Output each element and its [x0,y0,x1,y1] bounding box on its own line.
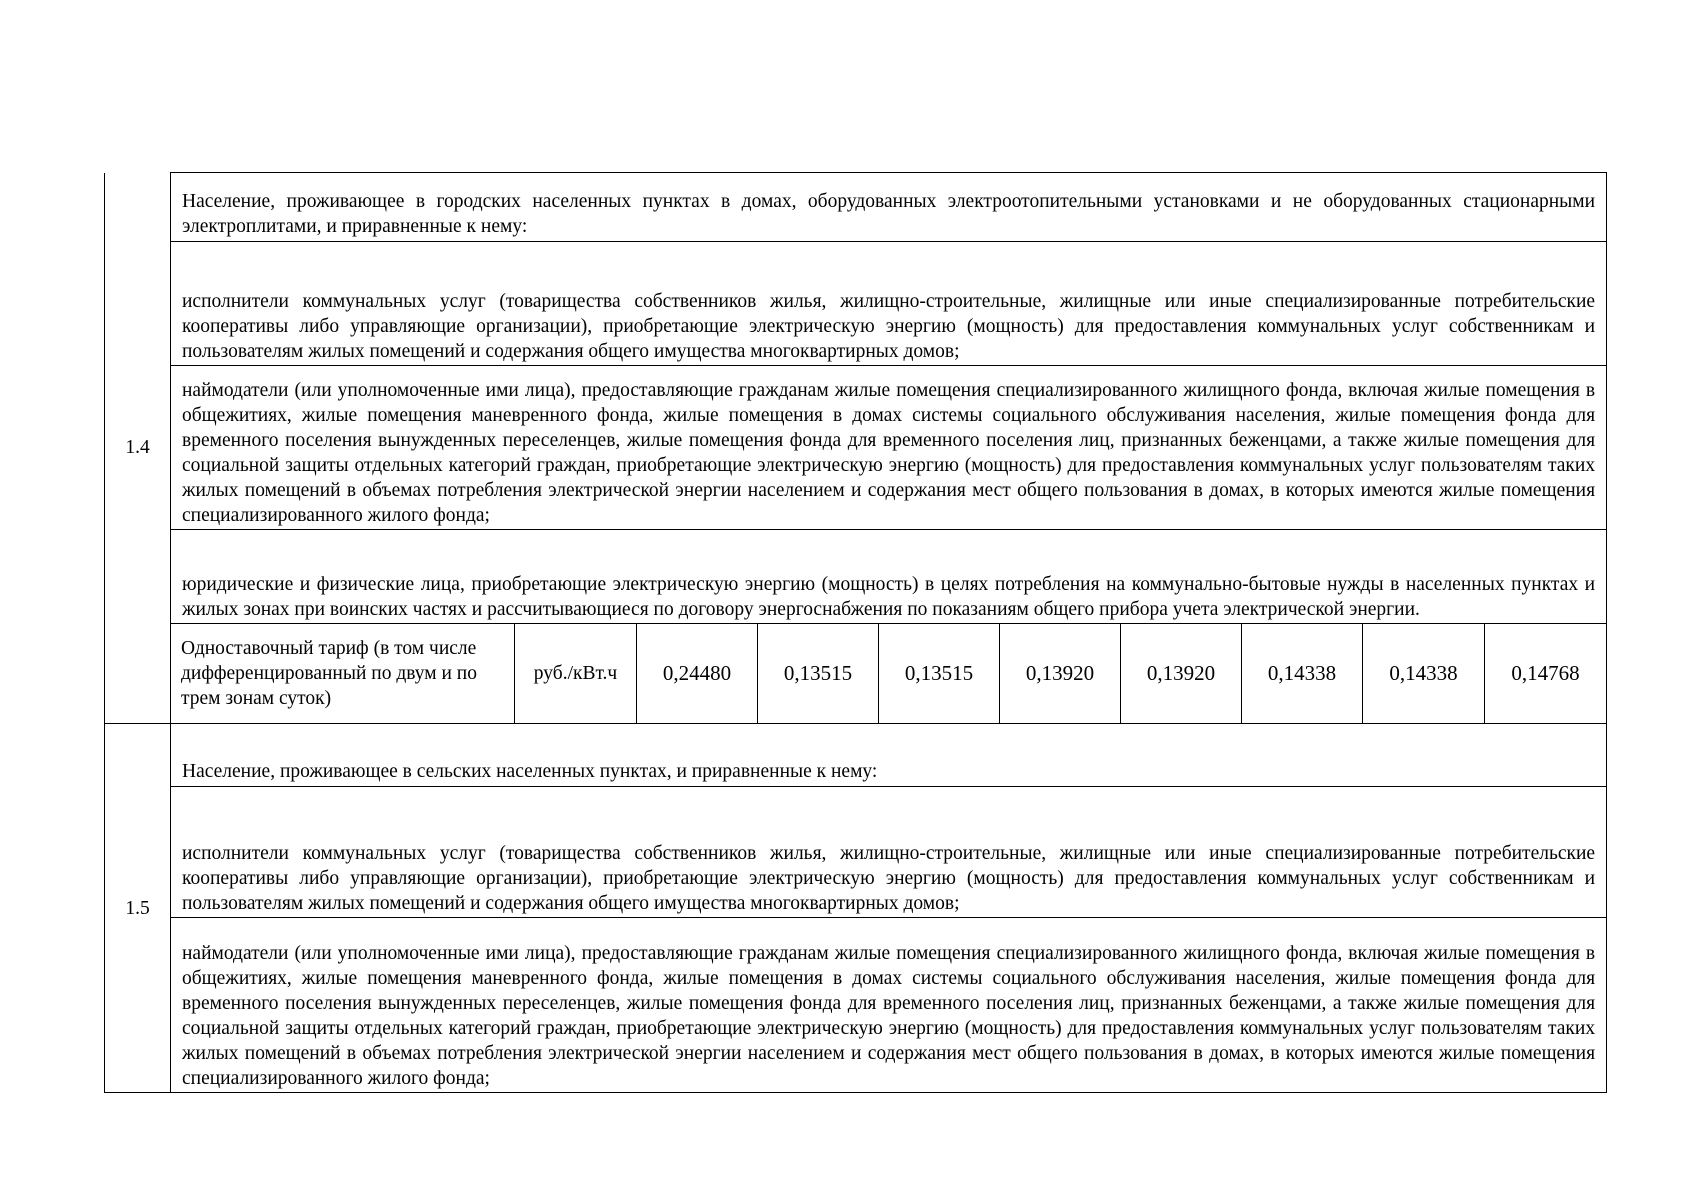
section-1-5-item-1-row [105,787,1607,918]
section-1-5-item-2-row [105,918,1607,1093]
tariff-value-8: 0,14768 [1485,624,1607,724]
tariff-value-6: 0,14338 [1242,624,1363,724]
section-1-5-item-1: исполнители коммунальных услуг (товарищества собственников жилья, жилищно-строительные, жилищные или иные специализированные потребительские кооперативы либо управляющие организации), приобретающие электрическую энергию (мощность) для предоставления коммунальных услуг собственникам и пользователям жилых помещений и содержания общего имущества многоквартирных домов; [171,787,1607,918]
section-1-4-header: Население, проживающее в городских населенных пунктах в домах, оборудованных электроотопительными установками и не оборудованных стационарными электроплитами, и приравненные к нему: [171,173,1607,242]
section-1-5-header-row [105,724,1607,787]
section-1-4-item-2-row [105,366,1607,530]
tariff-value-2: 0,13515 [758,624,879,724]
section-1-5-item-2: наймодатели (или уполномоченные ими лица), предоставляющие гражданам жилые помещения специализированного жилищного фонда, включая жилые помещения в общежитиях, жилые помещения маневренного фонда, жилые помещения в домах системы социального обслуживания населения, жилые помещения фонда для временного поселения вынужденных переселенцев, жилые помещения фонда для временного поселения лиц, признанных беженцами, а также жилые помещения для социальной защиты отдельных категорий граждан, приобретающие электрическую энергию (мощность) для предоставления коммунальных услуг пользователям таких жилых помещений в объемах потребления электрической энергии населением и содержания мест общего пользования в домах, в которых имеются жилые помещения специализированного жилого фонда; [171,918,1607,1093]
row-number-1-5: 1.5 [105,724,171,1093]
section-1-4-item-3: юридические и физические лица, приобретающие электрическую энергию (мощность) в целях потребления на коммунально-бытовые нужды в населенных пунктах и жилых зонах при воинских частях и рассчитывающиеся по договору энергоснабжения по показаниям общего прибора учета электрической энергии. [171,530,1607,624]
section-1-5-header: Население, проживающее в сельских населенных пунктах, и приравненные к нему: [171,724,1607,787]
tariff-table [104,172,1607,1093]
tariff-value-1: 0,24480 [637,624,758,724]
section-1-4-header-row [105,173,1607,242]
tariff-value-3: 0,13515 [879,624,1000,724]
section-1-4-item-1: исполнители коммунальных услуг (товарищества собственников жилья, жилищно-строительные, жилищные или иные специализированные потребительские кооперативы либо управляющие организации), приобретающие электрическую энергию (мощность) для предоставления коммунальных услуг собственникам и пользователям жилых помещений и содержания общего имущества многоквартирных домов; [171,242,1607,366]
row-number-1-4: 1.4 [105,173,171,724]
tariff-value-5: 0,13920 [1121,624,1242,724]
section-1-4-item-2: наймодатели (или уполномоченные ими лица), предоставляющие гражданам жилые помещения специализированного жилищного фонда, включая жилые помещения в общежитиях, жилые помещения маневренного фонда, жилые помещения в домах системы социального обслуживания населения, жилые помещения фонда для временного поселения вынужденных переселенцев, жилые помещения фонда для временного поселения лиц, признанных беженцами, а также жилые помещения для социальной защиты отдельных категорий граждан, приобретающие электрическую энергию (мощность) для предоставления коммунальных услуг пользователям таких жилых помещений в объемах потребления электрической энергии населением и содержания мест общего пользования в домах, в которых имеются жилые помещения специализированного жилого фонда; [171,366,1607,530]
section-1-4-item-1-row [105,242,1607,366]
section-1-4-tariff-row [105,624,1607,724]
tariff-value-4: 0,13920 [1000,624,1121,724]
section-1-4-item-3-row [105,530,1607,624]
tariff-value-7: 0,14338 [1363,624,1485,724]
tariff-label: Одноставочный тариф (в том числе дифференцированный по двум и по трем зонам суток) [171,624,515,724]
tariff-unit: руб./кВт.ч [515,624,637,724]
